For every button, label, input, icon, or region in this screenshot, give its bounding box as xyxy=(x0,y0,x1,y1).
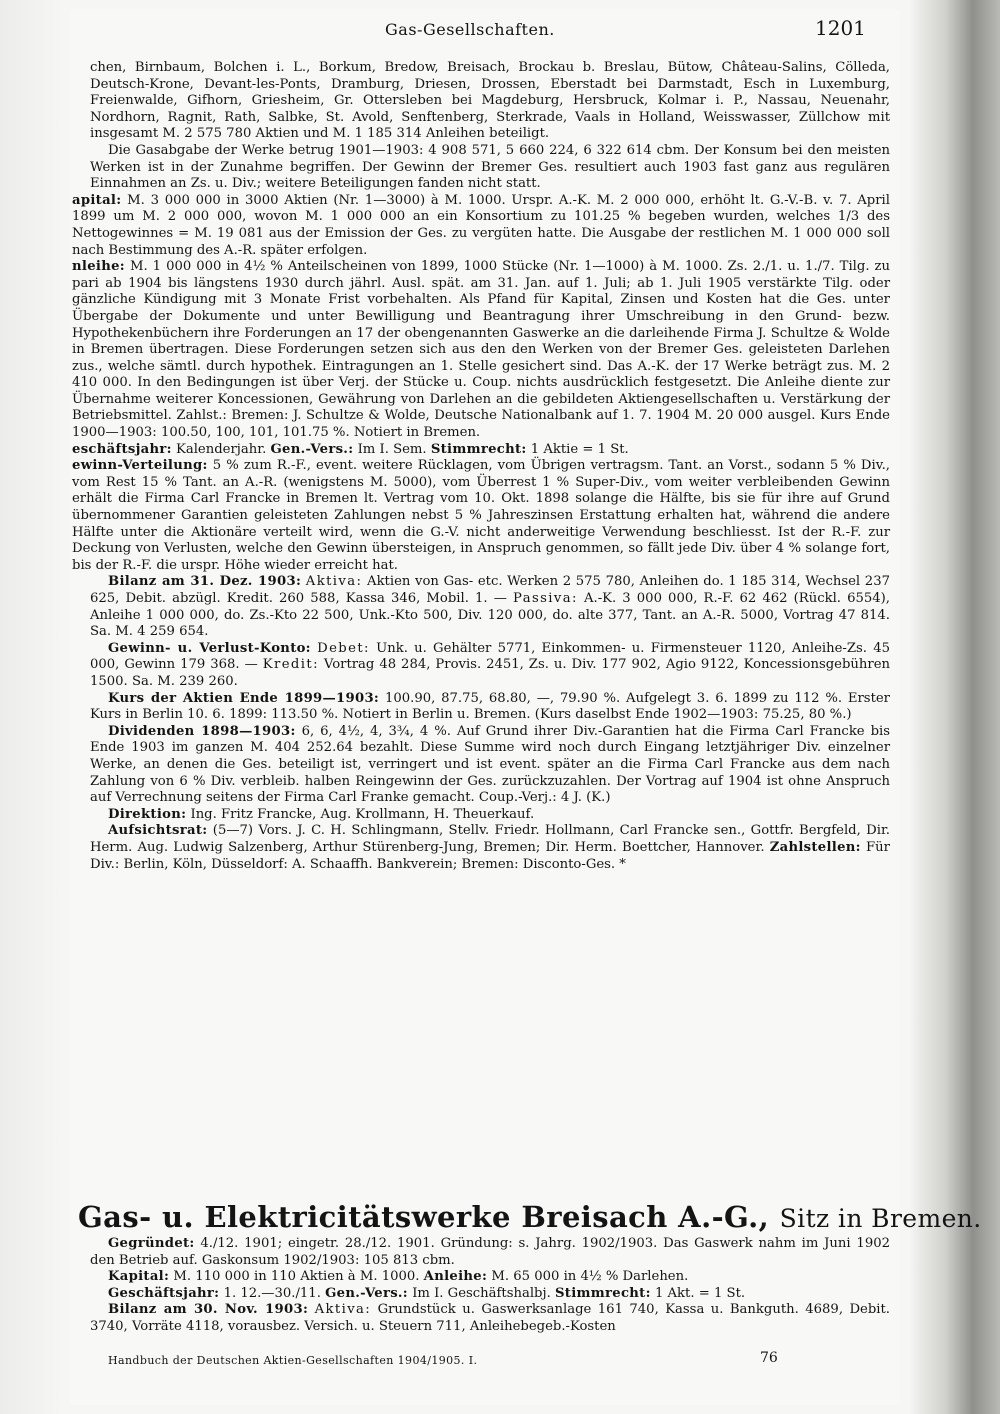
dividenden-section xyxy=(90,724,890,807)
anleihe-label: Anleihe: xyxy=(423,1269,488,1285)
aktiva-word: Aktiva: xyxy=(314,1302,372,1318)
kapital-section xyxy=(72,193,890,259)
company-entry-continued xyxy=(72,60,890,873)
gas-paragraph: Die Gasabgabe der Werke betrug 1901—1903: 4 908 571, 5 660 224, 6 322 614 cbm. Der Konsum bei den meisten Werken ist in der Zunahme begriffen. Der Gewinn der Bremer Ges. resultiert auch 1903 fast ganz aus regulären Einnahmen an Zs. u. Div.; weitere Beteiligungen fanden nicht statt. xyxy=(90,142,890,192)
kapital-text: M. 110 000 in 110 Aktien à M. 1000. xyxy=(173,1269,420,1285)
bilanz-passiva-text: A.-K. 3 000 000, R.-F. 62 462 (Rückl. 6554), Anleihe 1 000 000, do. Zs.-Kto 22 500, Unk.-Kto 500, Div. 120 000, do. alte 377, Tant. an A.-R. 5000, Vortrag 47 814. Sa. M. 4 259 654. xyxy=(90,591,890,640)
stimmrecht-text: 1 Akt. = 1 St. xyxy=(654,1285,746,1301)
gegruendet-label: Gegründet: xyxy=(108,1236,195,1251)
bilanz-text: Grundstück u. Gaswerksanlage 161 740, Kassa u. Bankguth. 4689, Debit. 3740, Vorräte 4118, vorausbez. Versich. u. Steuern 711, Anleihebegeb.-Kosten xyxy=(90,1302,890,1334)
aufsichtsrat-label: Aufsichtsrat: xyxy=(108,823,208,839)
aufsichtsrat-text: (5—7) Vors. J. C. H. Schlingmann, Stellv. Friedr. Hollmann, Carl Francke sen., Gottfr. Bergfeld, Dir. Herm. Aug. Ludwig Salzenberg, Arthur Stürenberg-Jung, Bremen; Dir. Herm. Boettcher, Hannover. xyxy=(90,823,890,855)
dividenden-text: 6, 6, 4½, 4, 3¾, 4 %. Auf Grund ihrer Div.-Garantien hat die Firma Carl Francke bis Ende 1903 im ganzen M. 404 252.64 bezahlt. Diese Summe wird noch durch Eingang letztjähriger Div. einzelner Werke, an denen die Ges. beteiligt ist, verringert und ist event. später an die Firma Carl Francke aus dem nach Zahlung von 6 % Div. verbleib. halben Reingewinn der Ges. zurückzuzahlen. Der Vortrag auf 1904 ist ohne Anspruch auf Verrechnung seitens der Firma Carl Franke gemacht. Coup.-Verj.: 4 J. (K.) xyxy=(90,723,890,806)
stimmrecht-label: Stimmrecht: xyxy=(430,441,527,457)
intro-paragraph: chen, Birnbaum, Bolchen i. L., Borkum, Bredow, Breisach, Brockau b. Breslau, Bütow, Château-Salins, Cölleda, Deutsch-Krone, Devant-les-Ponts, Dramburg, Driesen, Drossen, Eberstadt bei Darmstadt, Esch in Luxemburg, Freienwalde, Gifhorn, Griesheim, Gr. Ottersleben bei Magdeburg, Hersbruck, Kolmar i. P., Nassau, Neuenahr, Nordhorn, Ragnit, Rath, Salbke, St. Avold, Senftenberg, Sterkrade, Vaals in Holland, Weisswasser, Züllchow mit insgesamt M. 2 575 780 Aktien und M. 1 185 314 Anleihen beteiligt. xyxy=(90,60,890,142)
company-name: Gas- u. Elektricitätswerke Breisach A.-G., xyxy=(78,1200,770,1234)
bilanz-section xyxy=(90,574,890,640)
dividenden-label: Dividenden 1898—1903: xyxy=(108,723,296,739)
kurs-text: 100.90, 87.75, 68.80, —, 79.90 %. Aufgelegt 3. 6. 1899 zu 112 %. Erster Kurs in Berlin 10. 6. 1899: 113.50 %. Notiert in Berlin u. Bremen. (Kurs daselbst Ende 1902—1903: 75.25, 80 %.) xyxy=(90,690,890,723)
kapital-label: Kapital: xyxy=(108,1269,170,1285)
kapital-text: M. 3 000 000 in 3000 Aktien (Nr. 1—3000) à M. 1000. Urspr. A.-K. M. 2 000 000, erhöht lt. G.-V.-B. v. 7. April 1899 um M. 2 000 000, wovon M. 1 000 000 an ein Konsortium zu 101.25 % begeben wurden, welches 1/3 des Nettogewinnes = M. 19 081 aus der Emission der Ges. zu vergüten hatte. Die Ausgabe der restlichen M. 1 000 000 soll nach Bestimmung des A.-R. später erfolgen. xyxy=(72,192,890,258)
sheet-signature: 76 xyxy=(760,1350,778,1366)
passiva-word: Passiva: xyxy=(513,591,578,606)
guv-section xyxy=(90,641,890,691)
anleihe-section xyxy=(72,259,890,442)
bilanz-label: Bilanz am 31. Dez. 1903: xyxy=(108,574,302,590)
anleihe-text: M. 65 000 in 4½ % Darlehen. xyxy=(491,1269,689,1285)
book-footer: Handbuch der Deutschen Aktien-Gesellschaften 1904/1905. I. xyxy=(108,1354,478,1367)
company-seat: Sitz in Bremen. xyxy=(779,1204,982,1233)
stimmrecht-text: 1 Aktie = 1 St. xyxy=(530,441,629,457)
bilanz-label: Bilanz am 30. Nov. 1903: xyxy=(108,1302,309,1318)
anleihe-label: nleihe: xyxy=(72,259,125,275)
direktion-section xyxy=(90,807,890,824)
gegruendet-section xyxy=(90,1236,890,1269)
aktiva-word: Aktiva: xyxy=(305,574,363,590)
bilanz-section xyxy=(90,1302,890,1335)
company-heading xyxy=(78,1200,982,1234)
page-number: 1201 xyxy=(815,16,866,40)
gewinn-verteilung-text: 5 % zum R.-F., event. weitere Rücklagen, vom Übrigen vertragsm. Tant. an Vorst., sodann 5 % Div., vom Rest 15 % Tant. an A.-R. (wenigstens M. 5000), vom Überrest 1 % Super-Div., vom weiter verbleibenden Gewinn erhält die Firma Carl Francke in Bremen lt. Vertrag vom 10. Okt. 1898 solange die Hälfte, bis sie für ihre auf Grund übernommener Garantien geleisteten Zahlungen nebst 5 % Jahreszinsen Erstattung erhalten hat, während die andere Hälfte unter die Aktionäre verteilt wird, wenn die G.-V. nicht anderweitige Verwendung beschliesst. Ist der R.-F. zur Deckung von Verlusten, welche den Gewinn übersteigen, in Anspruch genommen, so fällt jede Div. über 4 % solange fort, bis der R.-F. die urspr. Höhe wieder erreicht hat. xyxy=(72,458,890,573)
anleihe-text: M. 1 000 000 in 4½ % Anteilscheinen von 1899, 1000 Stücke (Nr. 1—1000) à M. 1000. Zs. 2./1. u. 1./7. Tilg. zu pari ab 1904 bis längstens 1930 durch jährl. Ausl. spät. am 31. Jan. auf 1. Juli; ab 1. Juli 1905 verstärkte Tilg. oder gänzliche Kündigung mit 3 Monate Frist vorbehalten. Als Pfand für Kapital, Zinsen und Kosten hat die Ges. unter Übergabe der Dokumente und unter Bewilligung und Beantragung ihrer Umschreibung in den Grund- bezw. Hypothekenbüchern ihre Forderungen an 17 der obengenannten Gaswerke an die darleihende Firma J. Schultze & Wolde in Bremen übertragen. Diese Forderungen setzen sich aus den den Werken von der Bremer Ges. geleisteten Darlehen zus., welche sämtl. durch hypothek. Eintragungen an 1. Stelle gesichert sind. Das A.-K. der 17 Werke beträgt zus. M. 2 410 000. In den Bedingungen ist über Verj. der Stücke u. Coup. nichts ausdrücklich festgesetzt. Die Anleihe diente zur Übernahme weiterer Koncessionen, Gewährung von Darlehen an die gebildeten Aktiengesellschaften u. Verstärkung der Betriebsmittel. Zahlst.: Bremen: J. Schultze & Wolde, Deutsche Nationalbank auf 1. 7. 1904 M. 20 000 ausgel. Kurs Ende 1900—1903: 100.50, 100, 101, 101.75 %. Notiert in Bremen. xyxy=(72,259,890,441)
kapital-label: apital: xyxy=(72,192,122,208)
kredit-word: Kredit: xyxy=(262,657,319,673)
geschaeftsjahr-section xyxy=(72,442,890,459)
gen-vers-label: Gen.-Vers.: xyxy=(270,441,354,457)
geschaeftsjahr-text: 1. 12.—30./11. xyxy=(223,1285,321,1301)
second-company-entry xyxy=(90,1236,890,1336)
gewinn-verteilung-section xyxy=(72,458,890,574)
geschaeftsjahr-text: Kalenderjahr. xyxy=(176,441,267,457)
kapital-anleihe-section xyxy=(90,1269,890,1286)
guv-kredit-text: Vortrag 48 284, Provis. 2451, Zs. u. Div. 177 902, Agio 9122, Koncessionsgebühren 1500. Sa. M. 239 260. xyxy=(90,657,890,689)
geschaeftsjahr-label: Geschäftsjahr: xyxy=(108,1285,220,1301)
bilanz-aktiva-text: Aktien von Gas- etc. Werken 2 575 780, Anleihen do. 1 185 314, Wechsel 237 625, Debit. abzügl. Kredit. 260 588, Kassa 346, Mobil. 1. — xyxy=(90,574,890,606)
aufsichtsrat-section xyxy=(90,823,890,873)
guv-debet-text: Unk. u. Gehälter 5771, Einkommen- u. Firmensteuer 1120, Anleihe-Zs. 45 000, Gewinn 179 368. — xyxy=(90,640,890,673)
zahlstellen-text: Für Div.: Berlin, Köln, Düsseldorf: A. Schaaffh. Bankverein; Bremen: Disconto-Ges. * xyxy=(90,839,890,872)
debet-word: Debet: xyxy=(317,640,370,656)
geschaeftsjahr-label: eschäftsjahr: xyxy=(72,441,172,457)
gen-vers-text: Im I. Geschäftshalbj. xyxy=(412,1285,551,1301)
book-binding-edge xyxy=(910,0,1000,1414)
gen-vers-label: Gen.-Vers.: xyxy=(325,1285,408,1301)
gen-vers-text: Im I. Sem. xyxy=(357,441,427,457)
gegruendet-text: 4./12. 1901; eingetr. 28./12. 1901. Gründung: s. Jahrg. 1902/1903. Das Gaswerk nahm im Juni 1902 den Betrieb auf. Gaskonsum 1902/1903: 105 813 cbm. xyxy=(90,1236,890,1268)
guv-label: Gewinn- u. Verlust-Konto: xyxy=(108,640,311,656)
kurs-section xyxy=(90,691,890,724)
kurs-label: Kurs der Aktien Ende 1899—1903: xyxy=(108,690,380,706)
zahlstellen-label: Zahlstellen: xyxy=(769,839,861,855)
left-page-margin xyxy=(0,0,62,1414)
gewinn-verteilung-label: ewinn-Verteilung: xyxy=(72,458,208,474)
running-title: Gas-Gesellschaften. xyxy=(385,20,555,39)
direktion-label: Direktion: xyxy=(108,806,187,822)
stimmrecht-label: Stimmrecht: xyxy=(554,1285,651,1301)
direktion-text: Ing. Fritz Francke, Aug. Krollmann, H. Theuerkauf. xyxy=(190,806,535,822)
geschaeftsjahr-section xyxy=(90,1286,890,1303)
